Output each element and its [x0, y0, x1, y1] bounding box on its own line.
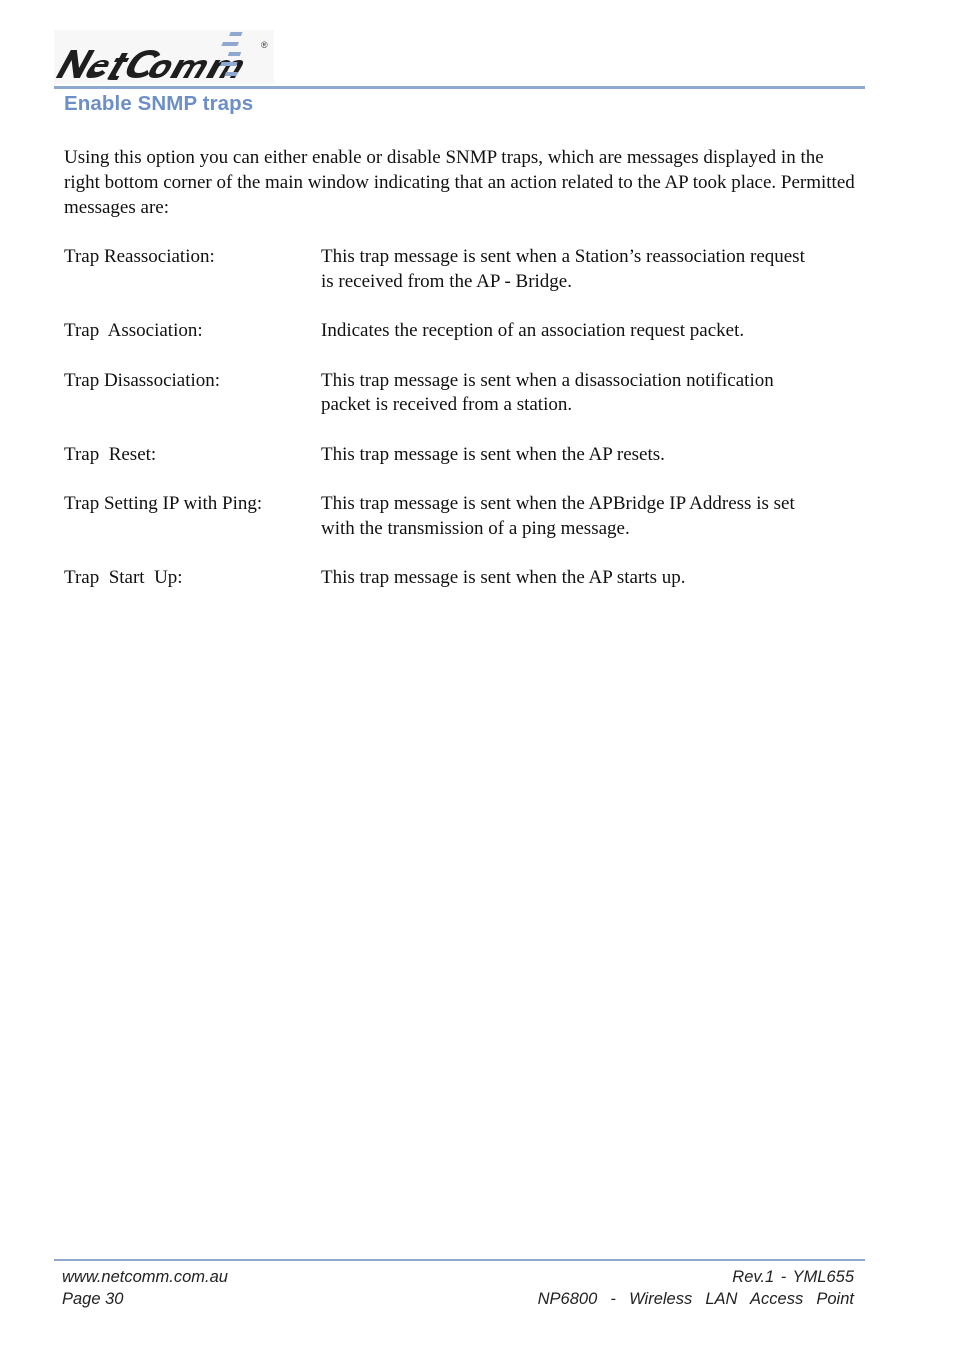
trap-description-line: is received from the AP - Bridge. — [321, 270, 572, 292]
trap-description — [321, 566, 851, 591]
header-rule — [54, 86, 865, 89]
trap-description — [321, 369, 851, 418]
trap-row-disassociation — [64, 369, 864, 418]
trap-name: Trap Start Up: — [64, 567, 183, 588]
trap-row-reset — [64, 443, 864, 468]
trap-description-line: packet is received from a station. — [321, 394, 573, 415]
trap-name: Trap Association: — [64, 320, 203, 341]
trap-description-line: This trap message is sent when a Station’s reassociation request — [321, 246, 805, 267]
trap-name: Trap Reassociation: — [64, 246, 215, 267]
trap-row-association — [64, 319, 864, 344]
trap-description-line: This trap message is sent when a disassociation notification — [321, 369, 774, 391]
trap-description-line: Indicates the reception of an association request packet. — [321, 320, 745, 341]
trap-description — [321, 492, 851, 541]
trap-description-line: This trap message is sent when the AP resets. — [321, 443, 665, 465]
footer-product: NP6800 - Wireless LAN Access Point — [537, 1290, 854, 1308]
trap-description-line: with the transmission of a ping message. — [321, 517, 630, 539]
trap-description — [321, 443, 851, 468]
trap-name: Trap Setting IP with Ping: — [64, 493, 263, 514]
footer-rule — [54, 1259, 865, 1261]
footer-website-link[interactable]: www.netcomm.com.au — [62, 1268, 228, 1286]
netcomm-logo — [54, 28, 276, 86]
section-title: Enable SNMP traps — [64, 92, 254, 115]
trap-row-setting-ip — [64, 492, 864, 541]
trap-description-line: This trap message is sent when the AP starts up. — [321, 567, 686, 588]
footer-right — [538, 1266, 854, 1310]
trap-description — [321, 319, 851, 344]
registered-mark: ® — [261, 40, 268, 50]
intro-paragraph: Using this option you can either enable or disable SNMP traps, which are messages displayed in the right bottom corner of the main window indicating that an action related to the AP took place. Permitted messages are: — [64, 147, 855, 218]
trap-row-reassociation — [64, 245, 864, 294]
trap-description-line: This trap message is sent when the APBridge IP Address is set — [321, 493, 795, 514]
trap-row-start-up — [64, 566, 864, 591]
footer-revision: Rev.1 - YML655 — [732, 1268, 854, 1286]
trap-name: Trap Disassociation: — [64, 369, 221, 391]
trap-list — [64, 245, 864, 591]
footer-left — [62, 1266, 228, 1310]
trap-description — [321, 245, 851, 294]
footer-page-number: Page 30 — [62, 1290, 124, 1308]
trap-name: Trap Reset: — [64, 443, 157, 465]
